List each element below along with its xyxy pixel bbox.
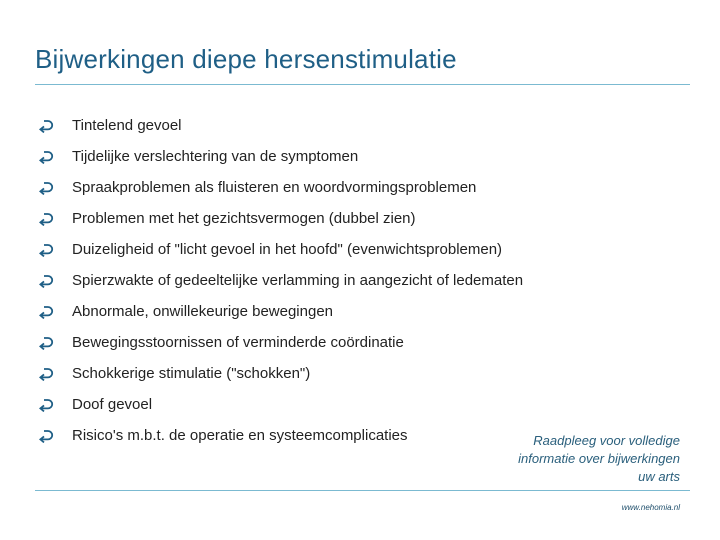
bullet-text: Tijdelijke verslechtering van de symptomen (72, 148, 359, 165)
note-line: uw arts (638, 469, 680, 484)
curved-arrow-icon (38, 336, 54, 350)
curved-arrow-icon (38, 212, 54, 226)
bullet-text: Doof gevoel (72, 396, 153, 413)
list-item (38, 172, 523, 203)
bullet-text: Tintelend gevoel (72, 117, 182, 134)
curved-arrow-icon (38, 181, 54, 195)
list-item (38, 234, 523, 265)
side-effects-list (38, 110, 523, 451)
list-item (38, 420, 523, 451)
curved-arrow-icon (38, 398, 54, 412)
footer-divider (35, 490, 690, 491)
bullet-text: Spierzwakte of gedeeltelijke verlamming in aangezicht of ledematen (72, 272, 524, 289)
list-item (38, 358, 523, 389)
list-item (38, 203, 523, 234)
list-item (38, 389, 523, 420)
bullet-text: Abnormale, onwillekeurige bewegingen (72, 303, 333, 320)
list-item (38, 327, 523, 358)
bullet-text: Bewegingsstoornissen of verminderde coördinatie (72, 334, 404, 351)
page-title: Bijwerkingen diepe hersenstimulatie (35, 44, 457, 74)
bullet-text: Duizeligheid of "licht gevoel in het hoofd" (evenwichtsproblemen) (72, 241, 503, 258)
bullet-text: Spraakproblemen als fluisteren en woordvormingsproblemen (72, 179, 477, 196)
note-line: Raadpleeg voor volledige (533, 433, 680, 448)
bullet-text: Risico's m.b.t. de operatie en systeemcomplicaties (72, 427, 408, 444)
list-item (38, 265, 523, 296)
curved-arrow-icon (38, 150, 54, 164)
footer-url: www.nehomia.nl (621, 503, 680, 512)
list-item (38, 296, 523, 327)
bullet-text: Schokkerige stimulatie ("schokken") (72, 365, 311, 382)
list-item (38, 110, 523, 141)
bullet-text: Problemen met het gezichtsvermogen (dubbel zien) (72, 210, 416, 227)
curved-arrow-icon (38, 119, 54, 133)
curved-arrow-icon (38, 243, 54, 257)
curved-arrow-icon (38, 429, 54, 443)
consult-doctor-note (480, 432, 680, 486)
list-item (38, 141, 523, 172)
curved-arrow-icon (38, 367, 54, 381)
note-line: informatie over bijwerkingen (518, 451, 680, 466)
curved-arrow-icon (38, 305, 54, 319)
curved-arrow-icon (38, 274, 54, 288)
title-divider (35, 84, 690, 85)
